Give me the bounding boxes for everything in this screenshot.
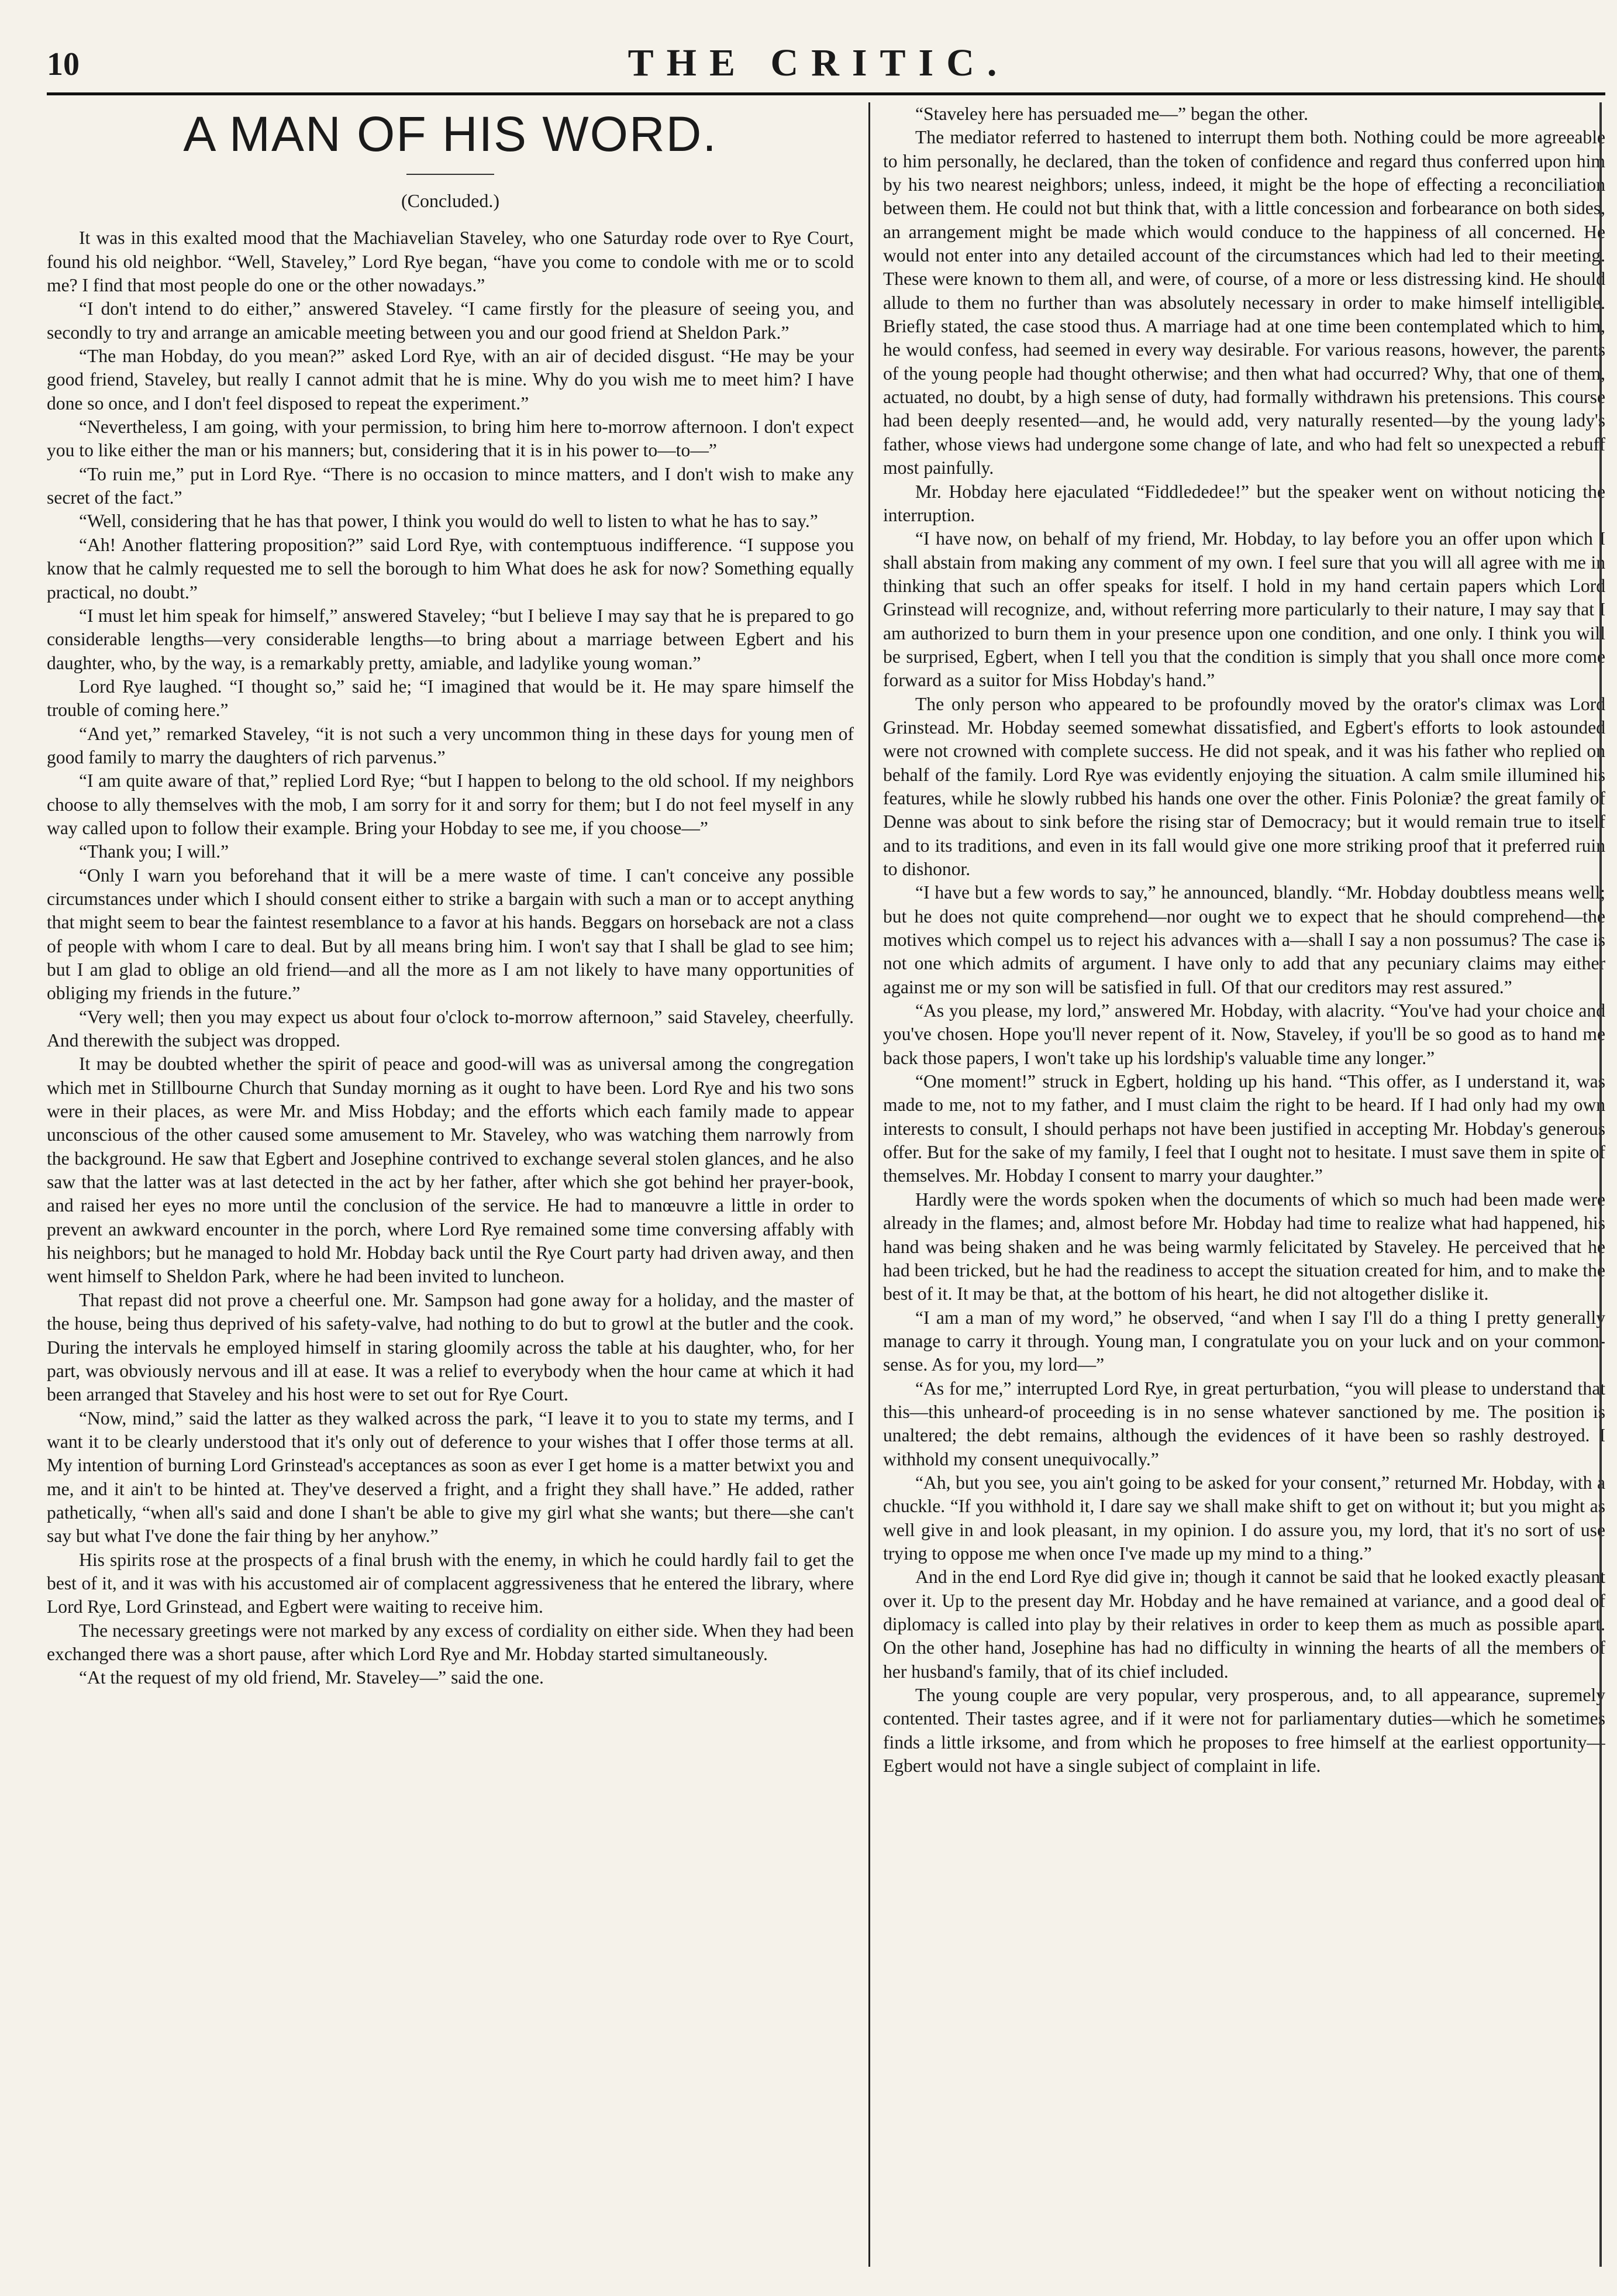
paragraph: It was in this exalted mood that the Machiavelian Staveley, who one Saturday rode over to Rye Court, found his old neighbor. “Well, Staveley,” Lord Rye began, “have you come to condole with me or to scold me? I find that most people do one or the other nowadays.”	[47, 228, 854, 296]
paragraph: “And yet,” remarked Staveley, “it is not such a very uncommon thing in these days for young men of good family to marry the daughters of rich parvenus.”	[47, 723, 854, 767]
paragraph: “I am quite aware of that,” replied Lord Rye; “but I happen to belong to the old school. If my neighbors choose to ally themselves with the mob, I am sorry for it and sorry for them; but I do not feel myself in any way called upon to follow their example. Bring your Hobday to see me, if you choose—”	[47, 770, 854, 838]
paragraph: “Now, mind,” said the latter as they walked across the park, “I leave it to you to state my terms, and I want it to be clearly understood that it's only out of deference to your wishes that I offer those terms at all. My intention of burning Lord Grinstead's acceptances as soon as ever I get home is a matter betwixt you and me, and it ain't to be hinted at. They've deserved a fright, and a fright they shall have.” He added, rather pathetically, “when all's said and done I shan't be able to give my girl what she wants; but there—she can't say but what I've done the fair thing by her anyhow.”	[47, 1407, 854, 1547]
paragraph: His spirits rose at the prospects of a final brush with the enemy, in which he could hardly fail to get the best of it, and it was with his accustomed air of complacent aggressiveness that he entered the library, where Lord Rye, Lord Grinstead, and Egbert were waiting to receive him.	[47, 1549, 854, 1617]
paragraph: “I am a man of my word,” he observed, “and when I say I'll do a thing I pretty generally manage to carry it through. Young man, I congratulate you on your luck and on your common-sense. As for you, my lord—”	[883, 1307, 1605, 1375]
column-divider	[868, 102, 870, 2267]
title-rule	[406, 174, 494, 175]
paragraph: “Very well; then you may expect us about four o'clock to-morrow afternoon,” said Staveley, cheerfully. And therewith the subject was dropped.	[47, 1006, 854, 1051]
story-title: A MAN OF HIS WORD.	[183, 106, 718, 161]
paragraph: The young couple are very popular, very prosperous, and, to all appearance, supremely contented. Their tastes agree, and if it were not for parliamentary duties—which he sometimes finds a little irksome, and from which he proposes to free himself at the earliest opportunity—Egbert would not have a single subject of complaint in life.	[883, 1685, 1605, 1777]
paragraph: It may be doubted whether the spirit of peace and good-will was as universal among the congregation which met in Stillbourne Church that Sunday morning as it ought to have been. Lord Rye and his two sons were in their places, as were Mr. and Miss Hobday; and the efforts which each family made to appear unconscious of the other caused some amusement to Mr. Staveley, who was watching them narrowly from the background. He saw that Egbert and Josephine contrived to exchange several stolen glances, and he also saw that the latter was at last detected in the act by her father, after which she got behind her prayer-book, and raised her eyes no more until the conclusion of the service. He had to manœuvre a little in order to prevent an awkward encounter in the porch, where Lord Rye remained some time conversing affably with his neighbors; but he managed to hold Mr. Hobday back until the Rye Court party had driven away, and then went himself to Sheldon Park, where he had been invited to luncheon.	[47, 1054, 854, 1287]
paragraph: “Nevertheless, I am going, with your permission, to bring him here to-morrow afternoon. I don't expect you to like either the man or his manners; but, considering that it is in his power to—to—”	[47, 416, 854, 461]
paragraph: “The man Hobday, do you mean?” asked Lord Rye, with an air of decided disgust. “He may be your good friend, Staveley, but really I cannot admit that he is mine. Why do you wish me to meet him? I have done so once, and I don't feel disposed to repeat the experiment.”	[47, 346, 854, 414]
paragraph: “To ruin me,” put in Lord Rye. “There is no occasion to mince matters, and I don't wish to make any secret of the fact.”	[47, 463, 854, 508]
page-header	[47, 35, 1591, 99]
paragraph: “Thank you; I will.”	[79, 841, 229, 862]
right-column-text	[883, 102, 1605, 1778]
page-edge-rule	[1599, 102, 1602, 2267]
right-column	[883, 102, 1605, 2267]
paragraph: Hardly were the words spoken when the documents of which so much had been made were already in the flames; and, almost before Mr. Hobday had time to realize what had happened, his hand was being shaken and he was being warmly felicitated by Staveley. He perceived that he had been tricked, but he had the readiness to accept the situation created for him, and to make the best of it. It may be that, at the bottom of his heart, he did not altogether dislike it.	[883, 1189, 1605, 1304]
paragraph: “I have now, on behalf of my friend, Mr. Hobday, to lay before you an offer upon which I shall abstain from making any comment of my own. I feel sure that you will all agree with me in thinking that such an offer speaks for itself. I hold in my hand certain papers which Lord Grinstead will recognize, and, without referring more particularly to their nature, I may say that I am authorized to burn them in your presence upon one condition, and one only. I think you will be surprised, Egbert, when I tell you that the condition is simply that you shall once more come forward as a suitor for Miss Hobday's hand.”	[883, 528, 1605, 691]
paragraph: “At the request of my old friend, Mr. Staveley—” said the one.	[79, 1667, 544, 1688]
page-number: 10	[47, 46, 80, 82]
paragraph: The only person who appeared to be profoundly moved by the orator's climax was Lord Grinstead. Mr. Hobday seemed somewhat dissatisfied, and Egbert's efforts to look astounded were not crowned with complete success. He did not speak, and it was his father who replied on behalf of the family. Lord Rye was evidently enjoying the situation. A calm smile illumined his features, while he slowly rubbed his hands one over the other. Finis Poloniæ? the great family of Denne was about to sink before the rising star of Democracy; but it would remain true to itself and to its traditions, and even in its fall would give one more striking proof that it preferred ruin to dishonor.	[883, 693, 1605, 879]
paragraph: And in the end Lord Rye did give in; though it cannot be said that he looked exactly pleasant over it. Up to the present day Mr. Hobday and he have remained at variance, and a good deal of diplomacy is called into play by their relatives in order to keep them as much as possible apart. On the other hand, Josephine has had no difficulty in winning the hearts of all the members of her husband's family, that of its chief included.	[883, 1567, 1605, 1682]
paragraph: “One moment!” struck in Egbert, holding up his hand. “This offer, as I understand it, was made to me, not to my father, and I must claim the right to be heard. If I had only had my own interests to consult, I should perhaps not have been justified in accepting Mr. Hobday's generous offer. But for the sake of my family, I feel that I ought not to hesitate. I must save them in spite of themselves. Mr. Hobday I consent to marry your daughter.”	[883, 1071, 1605, 1186]
paragraph: “Staveley here has persuaded me—” began the other.	[915, 104, 1308, 124]
paragraph: The mediator referred to hastened to interrupt them both. Nothing could be more agreeable to him personally, he declared, than the token of confidence and regard thus conferred upon him by his two nearest neighbors; unless, indeed, it might be the hope of effecting a reconciliation between them. He could not but think that, with a little concession and forbearance on both sides, an arrangement might be made which would conduce to the happiness of all concerned. He would not enter into any detailed account of the circumstances which had led to their meeting. These were known to them all, and were, of course, of a more or less distressing kind. He should allude to them no further than was absolutely necessary in order to make himself intelligible. Briefly stated, the case stood thus. A marriage had at one time been contemplated which to him, he would confess, had seemed in every way desirable. For various reasons, however, the parents of the young people had thought otherwise; and then what had occurred? Why, that one of them, actuated, no doubt, by a high sense of duty, had formally withdrawn his pretensions. This course had been deeply resented—and, he would add, very naturally resented—by the young lady's father, whose views had undergone some change of late, and who had felt so unexpected a rebuff most painfully.	[883, 127, 1605, 479]
journal-title: THE CRITIC.	[628, 42, 1010, 84]
paragraph: “I have but a few words to say,” he announced, blandly. “Mr. Hobday doubtless means well; but he does not quite comprehend—nor ought we to expect that he should comprehend—the motives which compel us to reject his advances with a—shall I say a non possumus? The case is not one which admits of argument. I have only to add that any pecuniary claims may either against me or my son will be satisfied in full. Of that our creditors may rest assured.”	[883, 882, 1605, 997]
left-column-text	[47, 226, 854, 1689]
paragraph: “As for me,” interrupted Lord Rye, in great perturbation, “you will please to understand that this—this unheard-of proceeding is in no sense whatever sanctioned by me. The position is unaltered; the debt remains, although the evidences of it have been so rashly destroyed. I withhold my consent unequivocally.”	[883, 1378, 1605, 1469]
paragraph: “I must let him speak for himself,” answered Staveley; “but I believe I may say that he is prepared to go considerable lengths—very considerable lengths—to bring about a marriage between Egbert and his daughter, who, by the way, is a remarkably pretty, amiable, and ladylike young woman.”	[47, 605, 854, 673]
paragraph: That repast did not prove a cheerful one. Mr. Sampson had gone away for a holiday, and the master of the house, being thus deprived of his safety-valve, had nothing to do but to growl at the butler and the cook. During the intervals he employed himself in staring gloomily across the table at his daughter, who, for her part, was obviously nervous and ill at ease. It was a relief to everybody when the hour came at which it had been arranged that Staveley and his host were to set out for Rye Court.	[47, 1289, 854, 1405]
paragraph: “I don't intend to do either,” answered Staveley. “I came firstly for the pleasure of seeing you, and secondly to try and arrange an amicable meeting between you and our good friend at Sheldon Park.”	[47, 298, 854, 343]
paragraph: Mr. Hobday here ejaculated “Fiddlededee!” but the speaker went on without noticing the interruption.	[883, 481, 1605, 525]
paragraph: “Ah! Another flattering proposition?” said Lord Rye, with contemptuous indifference. “I suppose you know that he calmly requested me to sell the borough to him What does he ask for now? Something equally practical, no doubt.”	[47, 534, 854, 603]
concluded-note: (Concluded.)	[401, 190, 499, 211]
header-rule	[47, 92, 1605, 95]
paragraph: “Well, considering that he has that power, I think you would do well to listen to what he has to say.”	[79, 511, 818, 532]
paragraph: “Ah, but you see, you ain't going to be asked for your consent,” returned Mr. Hobday, with a chuckle. “If you withhold it, I dare say we shall make shift to get on without it; but you might as well give in and look pleasant, in my opinion. I do assure you, my lord, that it's no sort of use trying to oppose me when once I've made up my mind to a thing.”	[883, 1472, 1605, 1564]
left-column	[47, 102, 854, 2267]
paragraph: “Only I warn you beforehand that it will be a mere waste of time. I can't conceive any possible circumstances under which I should consent either to strike a bargain with such a man or to accept anything that might seem to bear the faintest resemblance to a favor at his hands. Beggars on horseback are not a class of people with whom I care to deal. But by all means bring him. I won't say that I shall be glad to see him; but I am glad to oblige an old friend—and all the more as I am not likely to have many opportunities of obliging my friends in the future.”	[47, 865, 854, 1004]
paragraph: Lord Rye laughed. “I thought so,” said he; “I imagined that would be it. He may spare himself the trouble of coming here.”	[47, 676, 854, 721]
paragraph: “As you please, my lord,” answered Mr. Hobday, with alacrity. “You've had your choice and you've chosen. Hope you'll never repent of it. Now, Staveley, if you'll be so good as to hand me back those papers, I won't take up his lordship's valuable time any longer.”	[883, 1000, 1605, 1068]
paragraph: The necessary greetings were not marked by any excess of cordiality on either side. When they had been exchanged there was a short pause, after which Lord Rye and Mr. Hobday started simultaneously.	[47, 1620, 854, 1664]
